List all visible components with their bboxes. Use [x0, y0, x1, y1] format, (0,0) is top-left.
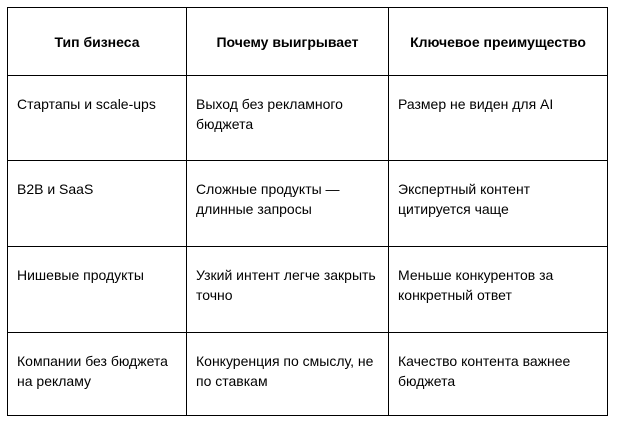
- table-cell-key-advantage: Экспертный контент цитируется чаще: [389, 161, 607, 247]
- table-cell-why-wins: Сложные продукты — длинные запросы: [187, 161, 389, 247]
- table-cell-why-wins: Узкий интент легче закрыть точно: [187, 247, 389, 333]
- table-cell-key-advantage: Меньше конкурентов за конкретный ответ: [389, 247, 607, 333]
- table-cell-key-advantage: Качество контента важнее бюджета: [398, 353, 571, 389]
- table-cell-why-wins: Выход без рекламного бюджета: [187, 76, 389, 161]
- header-why-wins: Почему выигрывает: [187, 8, 389, 76]
- header-business-type: Тип бизнеса: [8, 8, 187, 76]
- table-cell-business-type: Компании без бюджета на рекламу: [8, 333, 187, 415]
- table-cell-key-advantage: Размер не виден для AI: [389, 76, 607, 161]
- table-cell-business-type: Стартапы и scale-ups: [8, 76, 187, 161]
- business-types-table: [7, 7, 608, 416]
- table-cell-business-type: Нишевые продукты: [8, 247, 187, 333]
- header-key-advantage: Ключевое преимущество: [389, 8, 607, 76]
- table-cell-why-wins: Конкуренция по смыслу, не по ставкам: [187, 333, 389, 415]
- table-cell-business-type: B2B и SaaS: [8, 161, 187, 247]
